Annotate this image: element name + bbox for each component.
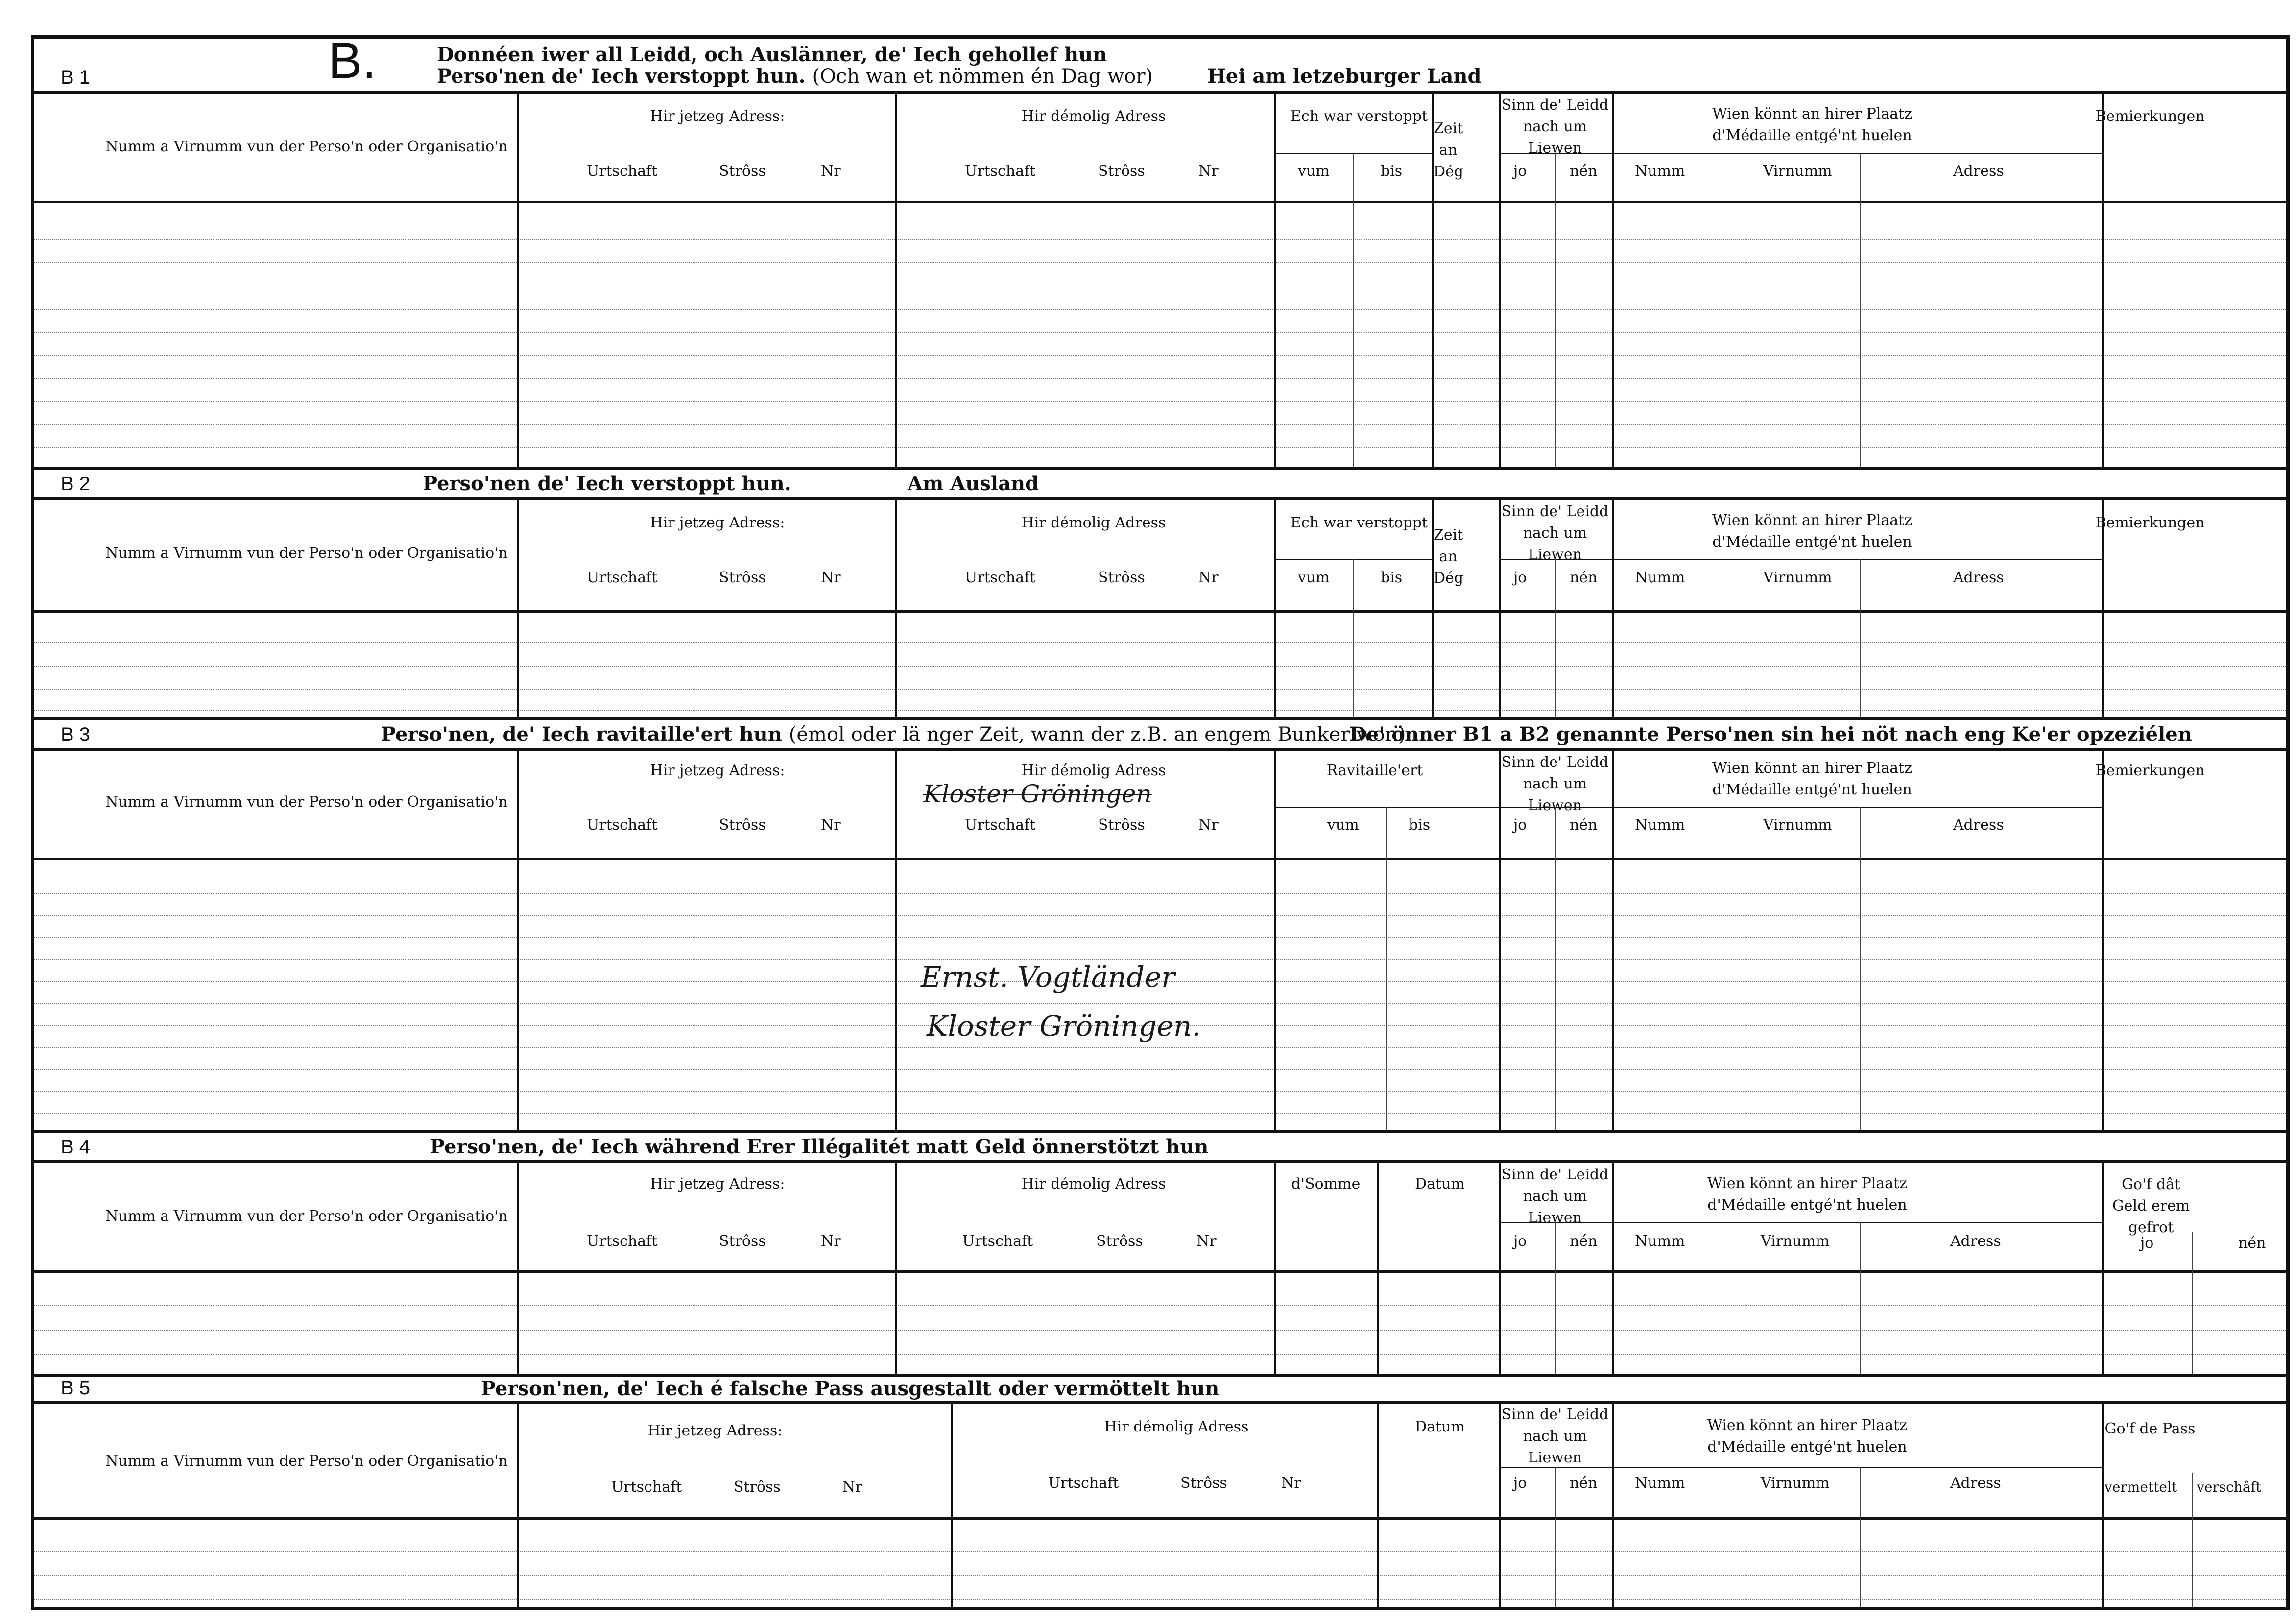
- col-street: Strôss: [734, 1479, 781, 1496]
- col-address: Adress: [1953, 816, 2004, 834]
- col-place: Urtschaft: [587, 816, 658, 834]
- section-code: B 1: [61, 67, 91, 88]
- col-nr: Nr: [1196, 1233, 1217, 1250]
- col-street: Strôss: [719, 1233, 766, 1250]
- col-current-address: Hir jetzeg Adress:: [650, 108, 785, 125]
- col-remarks: Bemierkungen: [2095, 108, 2205, 125]
- section-code: B 4: [61, 1136, 91, 1158]
- col-from: vum: [1327, 816, 1359, 834]
- col-former-address: Hir démolig Adress: [1104, 1418, 1249, 1435]
- col-surname: Numm: [1635, 1475, 1685, 1492]
- col-endangered: Sinn de' Leidd nach um Liewen: [1501, 1406, 1609, 1466]
- col-no: nén: [1570, 1475, 1598, 1492]
- col-firstname: Virnumm: [1761, 1475, 1830, 1492]
- section-b3-header: [34, 720, 2286, 751]
- col-name: Numm a Virnumm vun der Perso'n oder Organisatio'n: [105, 138, 508, 155]
- col-remarks: Bemierkungen: [2095, 762, 2205, 779]
- col-yes: jo: [1513, 816, 1527, 834]
- section-code: B 3: [61, 724, 91, 745]
- table-header: [34, 500, 2286, 613]
- col-nr: Nr: [821, 569, 841, 586]
- col-address: Adress: [1953, 163, 2004, 180]
- col-current-address: Hir jetzeg Adress:: [650, 1175, 785, 1193]
- col-address: Adress: [1953, 569, 2004, 586]
- col-surname: Numm: [1635, 569, 1685, 586]
- section-b1-table: [34, 94, 2286, 470]
- col-medal-recipient: Wien könnt an hirer Plaatz d'Médaille entgé'nt huelen: [1712, 760, 1913, 798]
- col-medal-recipient: Wien könnt an hirer Plaatz d'Médaille entgé'nt huelen: [1712, 105, 1913, 144]
- col-former-address: Hir démolig Adress: [1021, 108, 1166, 125]
- table-header: [34, 751, 2286, 860]
- col-name: Numm a Virnumm vun der Perso'n oder Organisatio'n: [105, 1453, 508, 1470]
- section-b3-title: Perso'nen, de' Iech ravitaille'ert hun (émol oder lä nger Zeit, wann der z.B. an engem Bunker wor.): [381, 723, 1406, 746]
- col-yes: jo: [1513, 569, 1527, 586]
- col-hidden: Ech war verstoppt: [1290, 514, 1428, 531]
- col-address: Adress: [1950, 1233, 2001, 1250]
- col-endangered: Sinn de' Leidd nach um Liewen: [1501, 1166, 1609, 1226]
- handwritten-name: Ernst. Vogtländer: [921, 960, 1175, 994]
- col-former-address: Hir démolig Adress: [1021, 514, 1166, 531]
- part-letter: B.: [328, 32, 377, 89]
- col-medal-recipient: Wien könnt an hirer Plaatz d'Médaille entgé'nt huelen: [1707, 1175, 1908, 1214]
- col-medal-recipient: Wien könnt an hirer Plaatz d'Médaille entgé'nt huelen: [1707, 1417, 1908, 1455]
- col-surname: Numm: [1635, 163, 1685, 180]
- col-street: Strôss: [719, 163, 766, 180]
- col-to: bis: [1381, 569, 1403, 586]
- col-street: Strôss: [1180, 1475, 1227, 1492]
- section-b2-header: [34, 470, 2286, 500]
- col-yes: jo: [1513, 1233, 1527, 1250]
- section-b4-title: Perso'nen, de' Iech während Erer Illégalitét matt Geld önnerstötzt hun: [430, 1135, 1209, 1158]
- col-current-address: Hir jetzeg Adress:: [647, 1422, 783, 1439]
- col-hidden: Ech war verstoppt: [1290, 108, 1428, 125]
- col-place: Urtschaft: [965, 163, 1036, 180]
- col-nr: Nr: [821, 816, 841, 834]
- section-b1-title-line3: Hei am letzeburger Land: [1207, 65, 1482, 88]
- col-current-address: Hir jetzeg Adress:: [650, 762, 785, 779]
- col-firstname: Virnumm: [1761, 1233, 1830, 1250]
- section-code: B 2: [61, 473, 91, 495]
- col-no: nén: [2238, 1235, 2266, 1252]
- col-nr: Nr: [821, 1233, 841, 1250]
- col-place: Urtschaft: [587, 569, 658, 586]
- col-medal-recipient: Wien könnt an hirer Plaatz d'Médaille entgé'nt huelen: [1712, 512, 1913, 550]
- col-no: nén: [1570, 569, 1598, 586]
- col-pass: Go'f de Pass: [2105, 1420, 2196, 1437]
- col-from: vum: [1298, 163, 1330, 180]
- section-b1-header: [34, 32, 2286, 94]
- col-address: Adress: [1950, 1475, 2001, 1492]
- section-b5-header: [34, 1377, 2286, 1404]
- col-nr: Nr: [1198, 816, 1219, 834]
- col-sum: d'Somme: [1291, 1175, 1361, 1193]
- col-street: Strôss: [1098, 163, 1145, 180]
- col-name: Numm a Virnumm vun der Perso'n oder Organisatio'n: [105, 1208, 508, 1225]
- col-days: Zeit an Dég: [1434, 120, 1464, 180]
- col-surname: Numm: [1635, 1233, 1685, 1250]
- section-b3-table: [34, 751, 2286, 1133]
- col-firstname: Virnumm: [1763, 163, 1832, 180]
- col-street: Strôss: [1098, 816, 1145, 834]
- col-place: Urtschaft: [587, 163, 658, 180]
- section-code: B 5: [61, 1377, 91, 1399]
- col-no: nén: [1570, 163, 1598, 180]
- col-place: Urtschaft: [965, 569, 1036, 586]
- handwritten-address: Kloster Gröningen.: [927, 1009, 1201, 1043]
- col-nr: Nr: [1281, 1475, 1301, 1492]
- col-street: Strôss: [1096, 1233, 1143, 1250]
- section-b4-table: [34, 1163, 2286, 1377]
- section-b1-title-line2: Perso'nen de' Iech verstoppt hun. (Och wan et nömmen én Dag wor): [437, 65, 1153, 88]
- col-endangered: Sinn de' Leidd nach um Liewen: [1501, 96, 1609, 157]
- col-nr: Nr: [1198, 163, 1219, 180]
- col-yes: jo: [1513, 163, 1527, 180]
- col-date: Datum: [1415, 1418, 1465, 1435]
- section-b5-title: Person'nen, de' Iech é falsche Pass ausgestallt oder vermöttelt hun: [481, 1377, 1220, 1400]
- col-nr: Nr: [842, 1479, 862, 1496]
- col-from: vum: [1298, 569, 1330, 586]
- section-b2-title: Perso'nen de' Iech verstoppt hun.: [423, 472, 791, 495]
- col-street: Strôss: [719, 569, 766, 586]
- col-place: Urtschaft: [962, 1233, 1033, 1250]
- col-nr: Nr: [1198, 569, 1219, 586]
- col-endangered: Sinn de' Leidd nach um Liewen: [1501, 503, 1609, 563]
- col-no: nén: [1570, 1233, 1598, 1250]
- section-b2-table: [34, 500, 2286, 720]
- col-former-address: Hir démolig Adress: [1021, 762, 1166, 779]
- col-money-requested: Go'f dât Geld erem gefrot: [2112, 1176, 2190, 1236]
- col-former-address: Hir démolig Adress: [1021, 1175, 1166, 1193]
- col-days: Zeit an Dég: [1434, 526, 1464, 587]
- col-yes: jo: [1513, 1475, 1527, 1492]
- col-firstname: Virnumm: [1763, 816, 1832, 834]
- handwritten-struck-entry: Kloster Gröningen: [923, 780, 1152, 808]
- col-firstname: Virnumm: [1763, 569, 1832, 586]
- col-street: Strôss: [1098, 569, 1145, 586]
- section-b2-title2: Am Ausland: [908, 472, 1039, 495]
- col-issued: verschâft: [2197, 1479, 2262, 1495]
- col-date: Datum: [1415, 1175, 1465, 1193]
- col-to: bis: [1409, 816, 1431, 834]
- col-street: Strôss: [719, 816, 766, 834]
- section-b1-title-line1: Donnéen iwer all Leidd, och Auslänner, de' Iech gehollef hun: [437, 43, 1107, 66]
- col-endangered: Sinn de' Leidd nach um Liewen: [1501, 754, 1609, 814]
- registration-form: [31, 32, 2290, 1610]
- col-ravitaille: Ravitaille'ert: [1326, 762, 1423, 779]
- col-name: Numm a Virnumm vun der Perso'n oder Organisatio'n: [105, 545, 508, 562]
- table-header: [34, 94, 2286, 203]
- col-surname: Numm: [1635, 816, 1685, 834]
- col-nr: Nr: [821, 163, 841, 180]
- section-b4-header: [34, 1133, 2286, 1163]
- section-b5-table: [34, 1404, 2286, 1607]
- col-no: nén: [1570, 816, 1598, 834]
- col-yes: jo: [2140, 1235, 2154, 1252]
- section-b3-title2: De' önner B1 a B2 genannte Perso'nen sin hei nöt nach eng Ke'er opzeziélen: [1349, 723, 2192, 746]
- col-place: Urtschaft: [965, 816, 1036, 834]
- col-place: Urtschaft: [1048, 1475, 1119, 1492]
- table-header: [34, 1404, 2286, 1520]
- col-to: bis: [1381, 163, 1403, 180]
- col-place: Urtschaft: [587, 1233, 658, 1250]
- col-remarks: Bemierkungen: [2095, 514, 2205, 531]
- col-name: Numm a Virnumm vun der Perso'n oder Organisatio'n: [105, 793, 508, 811]
- col-mediated: vermettelt: [2105, 1479, 2177, 1495]
- table-header: [34, 1163, 2286, 1273]
- col-place: Urtschaft: [611, 1479, 682, 1496]
- col-current-address: Hir jetzeg Adress:: [650, 514, 785, 531]
